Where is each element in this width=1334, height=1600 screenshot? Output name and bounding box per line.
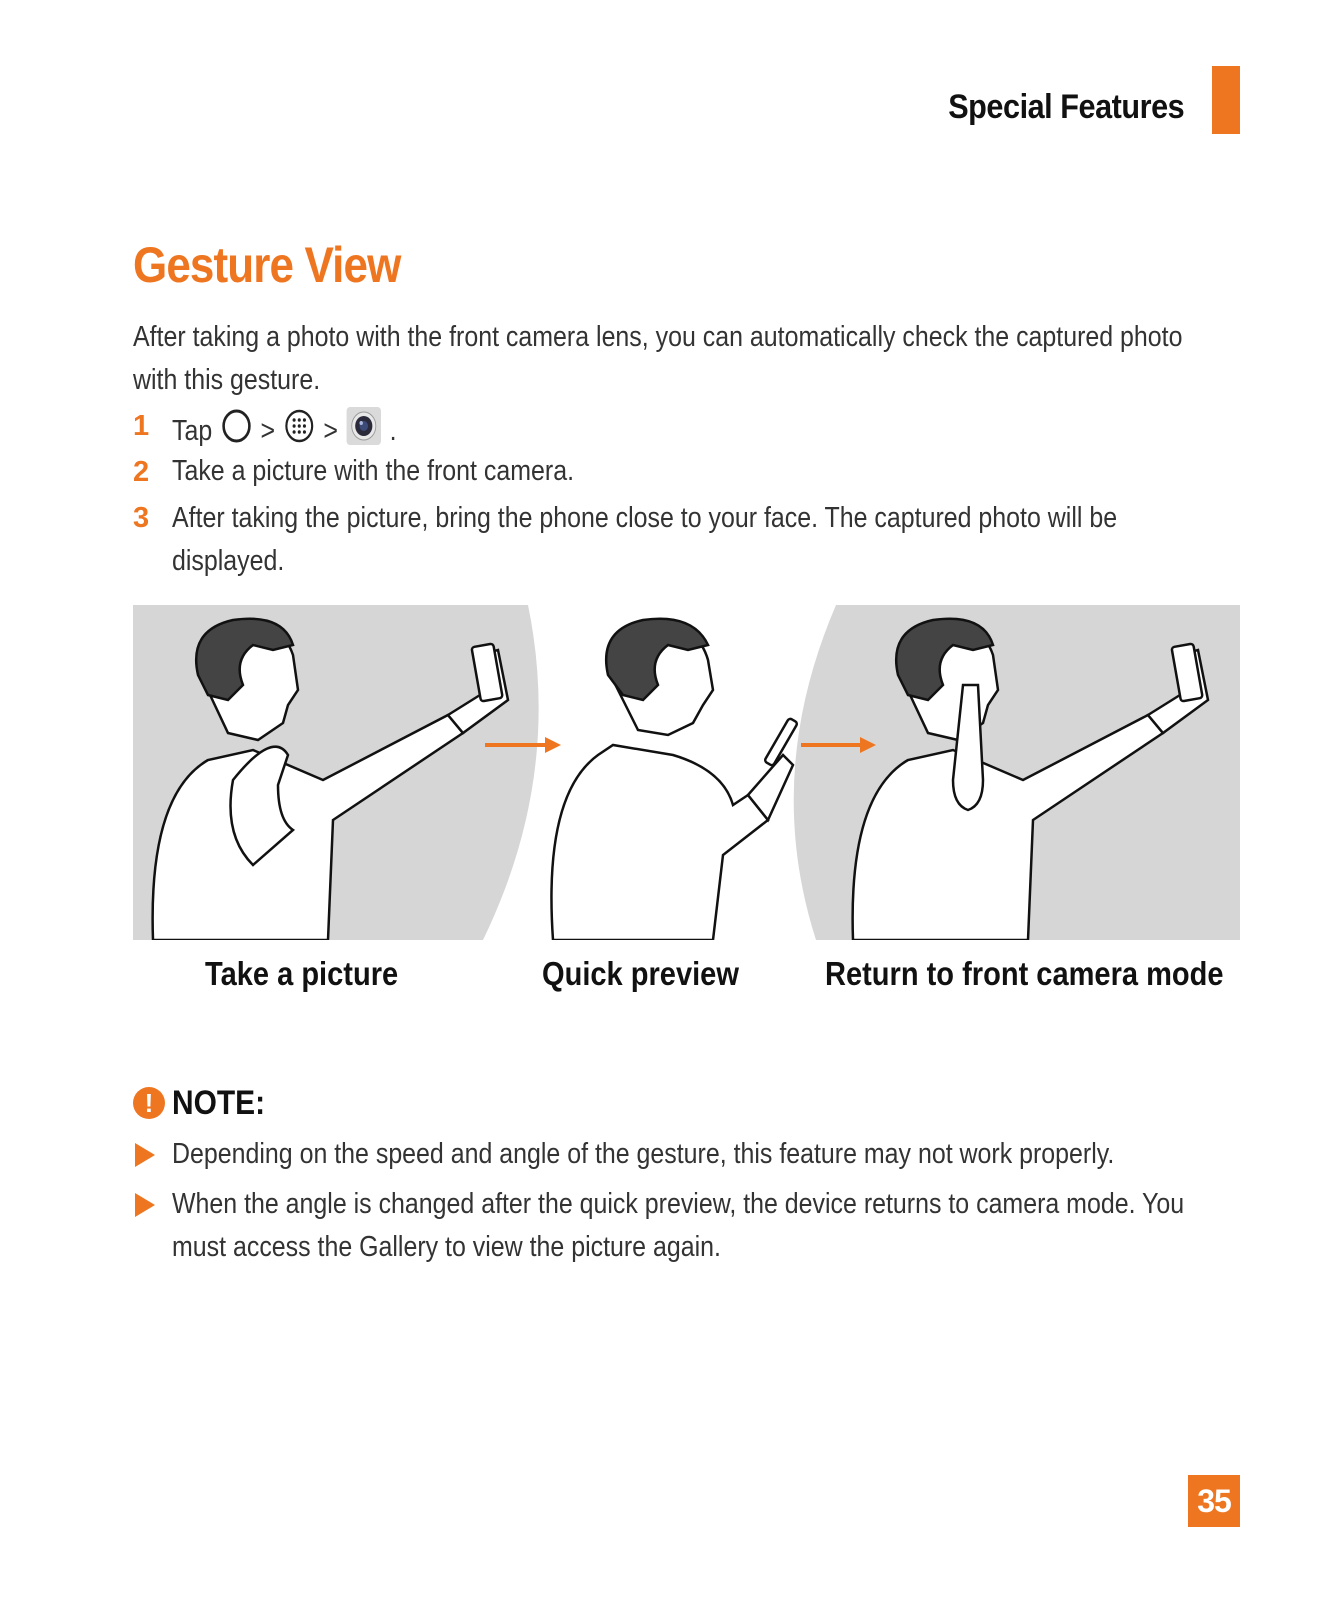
note-title: NOTE:	[172, 1084, 266, 1122]
page-title: Gesture View	[133, 237, 401, 293]
step-1-number: 1	[133, 410, 150, 442]
caption-return-camera: Return to front camera mode	[825, 955, 1224, 992]
note-bullet-2	[172, 1183, 1184, 1269]
intro-line-1: After taking a photo with the front camera lens, you can automatically check the captured photo	[133, 321, 1183, 353]
caption-quick-preview: Quick preview	[542, 955, 739, 992]
step-3-text	[172, 497, 1117, 583]
bullet-arrow-icon	[135, 1143, 155, 1167]
note-bullet-2-line-2: must access the Gallery to view the picture again.	[172, 1231, 721, 1263]
step-1-end: .	[389, 415, 397, 448]
bullet-arrow-icon	[135, 1193, 155, 1217]
step-3-number: 3	[133, 502, 150, 534]
step-3-line-2: displayed.	[172, 545, 285, 577]
note-warning-icon: !	[133, 1087, 165, 1119]
step-1-separator-2: >	[323, 415, 338, 448]
section-accent-bar	[1212, 66, 1240, 134]
gesture-illustration	[133, 605, 1240, 940]
step-1-separator-1: >	[260, 415, 276, 448]
page-number: 35	[1188, 1475, 1240, 1527]
step-2-number: 2	[133, 456, 150, 488]
note-bullet-2-line-1: When the angle is changed after the quick preview, the device returns to camera mode. You	[172, 1188, 1185, 1220]
person-quick-preview	[551, 619, 797, 940]
note-bullet-1	[172, 1133, 1114, 1176]
intro-paragraph	[133, 316, 1182, 402]
step-1-tap-text: Tap	[172, 415, 213, 448]
section-title: Special Features	[947, 88, 1184, 126]
step-3-line-1: After taking the picture, bring the phone close to your face. The captured photo will be	[172, 502, 1118, 534]
intro-line-2: with this gesture.	[133, 364, 321, 396]
step-2-text: Take a picture with the front camera.	[172, 455, 575, 487]
note-bullet-1-line-1: Depending on the speed and angle of the gesture, this feature may not work properly.	[172, 1138, 1115, 1170]
caption-take-picture: Take a picture	[205, 955, 399, 992]
